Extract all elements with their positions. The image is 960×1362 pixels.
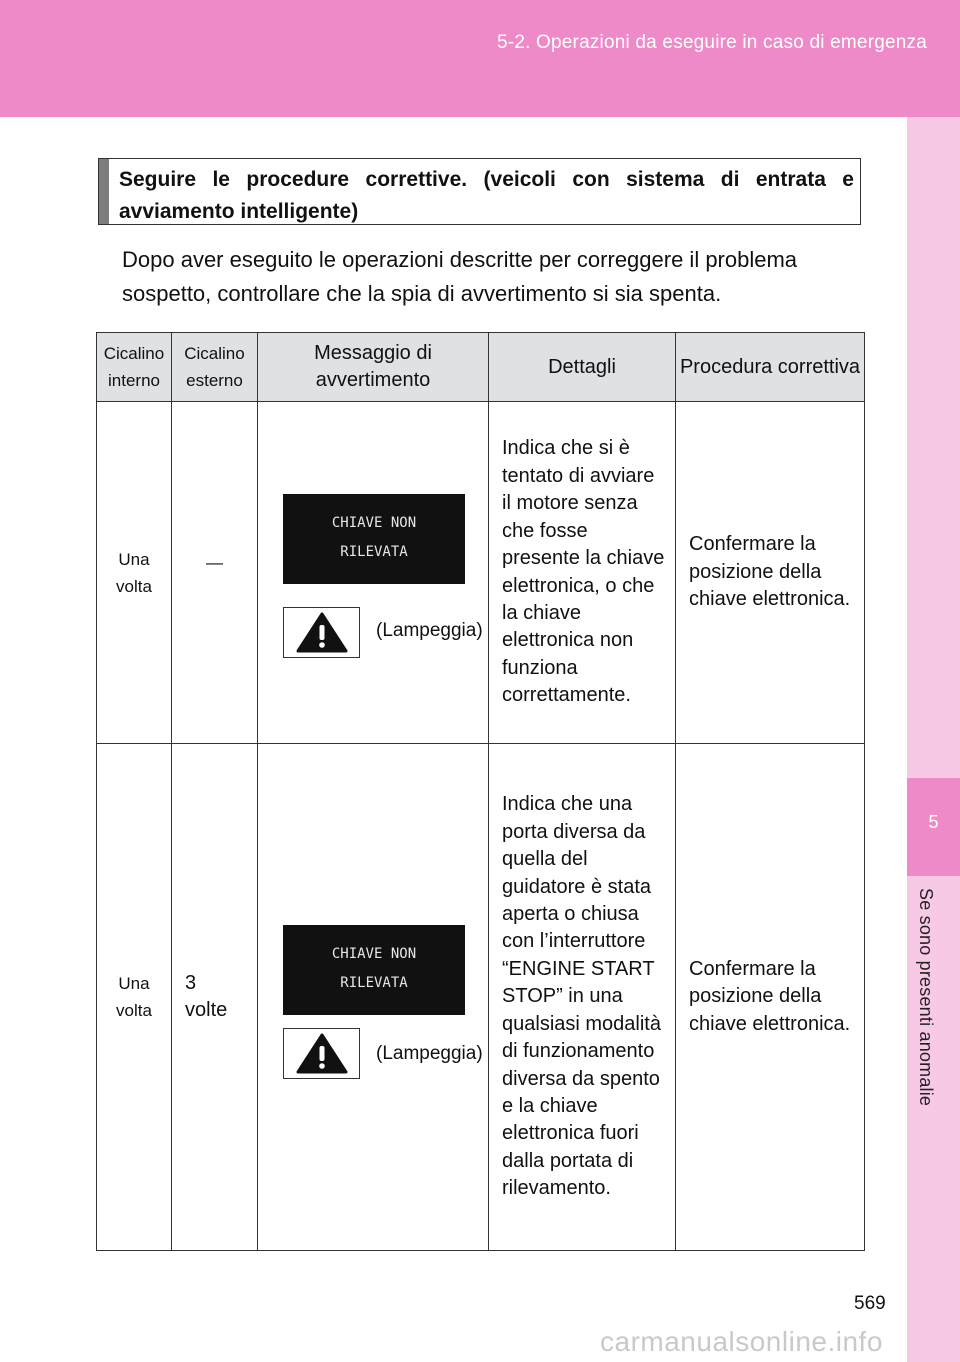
row-details: Indica che si è tentato di avviare il motore senza che fosse presente la chiave elettronica, o che la chiave elettronica non funziona correttamente. [489,402,676,744]
side-tab-label: Se sono presenti anomalie [916,888,936,1107]
intro-paragraph: Dopo aver eseguito le operazioni descritte per correggere il problema sospetto, controllare che la spia di avvertimento si sia spenta. [122,247,798,306]
display-screen [283,494,465,584]
table-row [97,402,865,744]
header-procedure: Procedura correttiva [676,333,865,402]
table-row [97,744,865,1251]
display-line: CHIAVE NON [331,515,417,531]
beep-text: 3 volte [185,972,228,1021]
watermark: carmanualsonline.info [600,1326,883,1357]
header-band [0,0,960,117]
side-tab-number: 5 [928,812,939,832]
section-heading: Seguire le procedure correttive. (veicoli con sistema di entrata e avviamento intelligente) [119,168,854,223]
chapter-title: 5-2. Operazioni da eseguire in caso di emergenza [497,32,927,53]
row-message [258,402,489,744]
header-message: Messaggio di avvertimento [258,333,489,402]
display-screen [283,925,465,1015]
display-line: RILEVATA [340,975,408,991]
row-message [258,744,489,1251]
exclamation-warning-icon [296,612,348,654]
beep-text: Una volta [116,549,152,596]
warning-light-box [283,1028,360,1079]
display-line: RILEVATA [340,544,408,560]
exclamation-warning-icon [296,1033,348,1075]
beep-text: Una volta [116,974,152,1020]
header-details: Dettagli [489,333,676,402]
warning-table [96,332,865,1251]
row-details: Indica che una porta diversa da quella del guidatore è stata aperta o chiusa con l’interruttore “ENGINE START STOP” in una qualsiasi modalità di funzionamento diversa da spento e la chiave elettronica fuori dalla portata di rilevamento. [489,744,676,1251]
row-external-beep: — [172,402,258,744]
blink-label: (Lampeggia) [376,1043,483,1064]
section-heading-bar [99,159,109,224]
row-procedure: Confermare la posizione della chiave elettronica. [676,744,865,1251]
warning-light-box [283,607,360,658]
row-internal-beep [97,744,172,1251]
side-tab-strip [907,117,960,1362]
blink-label: (Lampeggia) [376,620,483,641]
header-external-beep: Cicalino esterno [172,333,258,402]
display-line: CHIAVE NON [331,946,417,962]
row-procedure: Confermare la posizione della chiave elettronica. [676,402,865,744]
row-internal-beep [97,402,172,744]
header-internal-beep: Cicalino interno [97,333,172,402]
table-header-row [97,333,865,402]
section-heading-box [98,158,861,225]
row-external-beep [172,744,258,1251]
page-number: 569 [854,1293,886,1314]
